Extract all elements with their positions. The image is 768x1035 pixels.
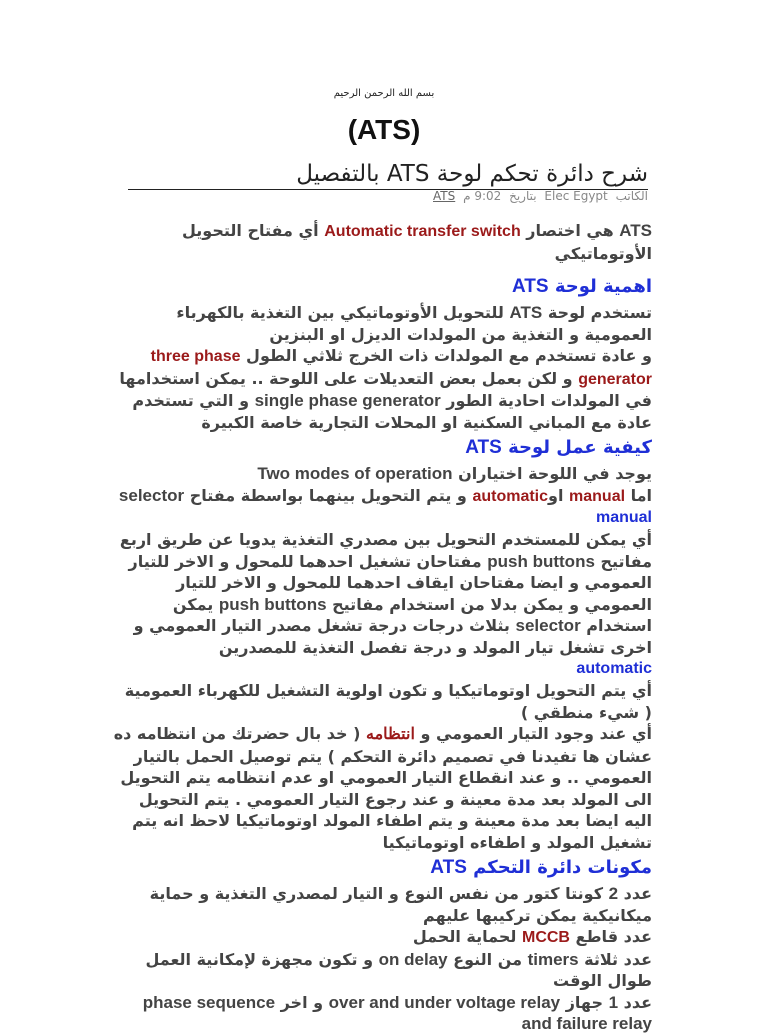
spacer — [112, 264, 652, 272]
term-three-phase: three phase generator — [150, 348, 652, 388]
text: عدد ثلاثة — [578, 949, 652, 969]
text: عدد — [618, 884, 652, 903]
term: selector — [515, 616, 581, 635]
term: phase sequence and failure relay — [142, 992, 652, 1033]
term: Two modes of operation — [257, 464, 453, 483]
heading-text: كيفية عمل لوحة — [501, 437, 652, 458]
text: بثلاث درجات درجة تشغل مصدر التيار العمومي و اخرى تشغل تيار المولد و درجة تفصل التغذية للمصدرين — [133, 616, 652, 657]
component-3 — [112, 949, 652, 992]
text: اما — [625, 485, 652, 505]
text: مفتاحان تشغيل احدهما للمحول و الاخر للتيار العمومي و ايضا مفتاحان ايقاف احدهما للمحول و الاخر للتيار العمومي و يمكن بدلا من استخدام مفاتيح — [128, 551, 652, 614]
term-regularity: انتظامه — [366, 726, 415, 743]
post-time: 9:02 م — [463, 189, 502, 203]
text: و يتم التحويل بينهما بواسطة مفتاح — [184, 485, 473, 505]
manual-paragraph — [112, 529, 652, 658]
date-label: بتاريخ — [509, 189, 537, 203]
text: و عادة تستخدم مع المولدات ذات الخرج ثلاثي الطول — [240, 346, 652, 365]
intro-paragraph — [112, 220, 652, 264]
text: جهاز — [560, 992, 609, 1012]
heading-manual: manual — [595, 509, 652, 526]
text: أي عند وجود التيار العمومي و — [414, 724, 652, 743]
term-single-phase: single phase generator — [254, 391, 441, 410]
term-selector: selector — [118, 485, 185, 505]
automatic-paragraph-1 — [112, 680, 652, 723]
term: on delay — [378, 949, 448, 969]
term: push buttons — [218, 594, 327, 614]
text: للتحويل الأوتوماتيكي بين التغذية بالكهرباء العمومية و التغذية من المولدات الديزل او البنزين — [176, 303, 652, 344]
post-title: شرح دائرة تحكم لوحة ATS بالتفصيل — [128, 160, 648, 190]
author-label: الكاتب — [615, 189, 648, 203]
text: كونتا كتور من نفس النوع و التيار لمصدري التغذية و حماية ميكانيكية يمكن تركيبها عليهم — [149, 884, 652, 925]
text: أي يتم التحويل اوتوماتيكيا و تكون اولوية التشغيل للكهرباء العمومية ( شيء منطقي ) — [124, 681, 652, 722]
text: لحماية الحمل — [412, 927, 522, 946]
text: يوجد في اللوحة اختياران — [452, 464, 652, 483]
automatic-paragraph-2 — [112, 723, 652, 853]
tag-link[interactable]: ATS — [433, 189, 456, 203]
term: 2 — [608, 884, 619, 903]
heading-text: مكونات دائرة التحكم — [466, 857, 652, 878]
intro-expansion: Automatic transfer switch — [324, 223, 521, 240]
operation-line-1 — [112, 463, 652, 485]
main-title: (ATS) — [347, 114, 421, 145]
term: timers — [527, 949, 579, 969]
post-meta — [128, 188, 648, 204]
term: over and under voltage relay — [328, 992, 561, 1012]
term-manual: manual — [569, 487, 626, 505]
component-1 — [112, 883, 652, 926]
text: و تكون مجهزة لإمكانية العمل طوال الوقت — [145, 949, 652, 990]
text: و اخر — [275, 992, 329, 1012]
text: ( خد بال حضرتك من انتظامه ده عشان ها تفيدنا في تصميم دائرة التحكم ) يتم توصيل الحمل بالتيار العمومي .. و عند انقطاع التيار العمومي او عدم انتظامه يتم التحويل الى المولد بعد مدة معينة و عند رجوع التيار العمومي . يتم التحويل اليه ايضا بعد مدة معينة و يتم اطفاء المولد اوتوماتيكيا لاحظ انه يتم تشغيل المولد و اطفاءه اوتوماتيكيا — [113, 724, 652, 852]
heading-components — [112, 853, 652, 883]
text: او — [548, 485, 570, 505]
term: 1 — [608, 992, 619, 1012]
intro-term: ATS — [619, 221, 652, 240]
heading-term: ATS — [511, 276, 549, 297]
text: عدد — [618, 992, 652, 1012]
author-name: Elec Egypt — [544, 189, 608, 203]
component-2 — [112, 926, 652, 949]
heading-automatic: automatic — [576, 660, 652, 677]
text: و لكن بعمل بعض التعديلات على اللوحة .. يمكن استخدامها في المولدات احادية الطور — [119, 368, 652, 410]
heading-text: اهمية لوحة — [548, 276, 652, 297]
basmala: بسم الله الرحمن الرحيم — [333, 88, 435, 99]
intro-text-2: أي مفتاح التحويل الأوتوماتيكي — [182, 221, 652, 263]
heading-operation — [112, 433, 652, 463]
heading-importance — [112, 272, 652, 302]
term-mccb: MCCB — [521, 929, 570, 946]
term: push buttons — [487, 551, 595, 571]
text: من النوع — [447, 949, 528, 969]
text: يمكن استخدام — [172, 594, 652, 635]
intro-text: هي اختصار — [520, 221, 620, 240]
text: أي يمكن للمستخدم التحويل بين مصدري التغذية يدويا عن طريق اربع مفاتيح — [119, 530, 652, 571]
text: تستخدم لوحة — [542, 303, 652, 322]
component-4 — [112, 992, 652, 1035]
article-body — [112, 220, 652, 1035]
heading-term: ATS — [465, 437, 502, 458]
text: و التي تستخدم عادة مع المباني السكنية او المحلات التجارية خاصة الكبيرة — [132, 391, 652, 432]
term: ATS — [509, 303, 543, 322]
text: عدد قاطع — [569, 927, 652, 946]
heading-term: ATS — [430, 857, 467, 878]
operation-line-2 — [112, 485, 652, 508]
importance-paragraph-1 — [112, 302, 652, 345]
term-automatic: automatic — [472, 487, 549, 505]
importance-paragraph-2 — [112, 345, 652, 433]
